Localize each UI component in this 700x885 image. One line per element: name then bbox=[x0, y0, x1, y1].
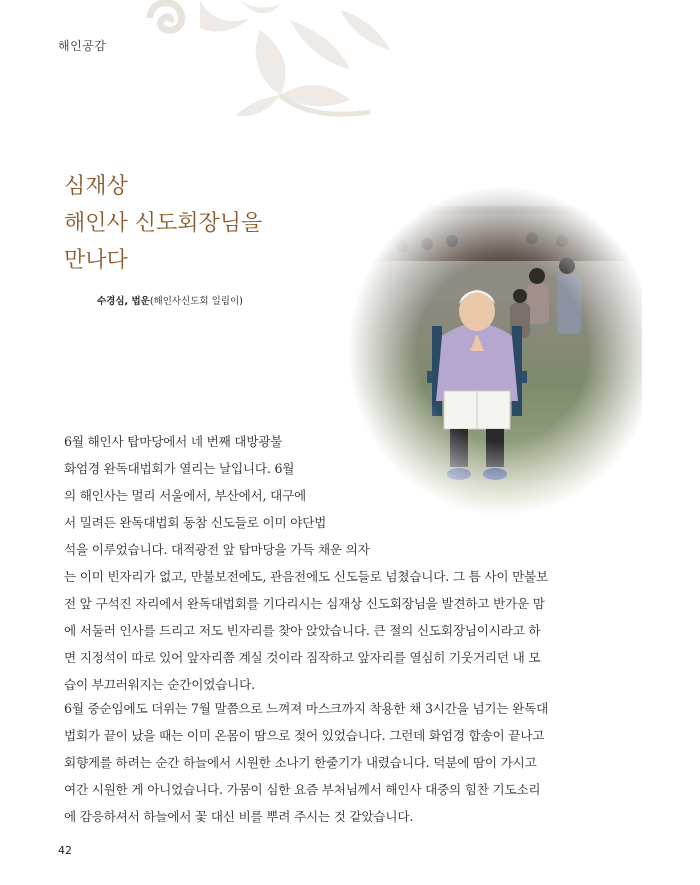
title-line-2: 해인사 신도회장님을 bbox=[64, 211, 263, 236]
byline bbox=[97, 293, 243, 307]
paragraph-2-line: 6월 중순임에도 더위는 7월 말쯤으로 느껴져 마스크까지 착용한 채 3시간을 넘기는 완독대 bbox=[64, 701, 549, 716]
paragraph-1-line: 서 밀려든 완독대법회 동참 신도들로 이미 야단법 bbox=[64, 515, 327, 530]
article-title bbox=[64, 168, 262, 279]
paragraph-2-line: 회향게를 하려는 순간 하늘에서 시원한 소나기 한줄기가 내렸습니다. 덕분에 땀이 가시고 bbox=[64, 755, 537, 770]
paragraph-2-line: 법회가 끝이 났을 때는 이미 온몸이 땀으로 젖어 있었습니다. 그런데 화엄경 합송이 끝나고 bbox=[64, 728, 545, 743]
title-line-1: 심재상 bbox=[64, 174, 128, 199]
paragraph-1 bbox=[64, 428, 548, 698]
paragraph-1-line: 습이 부끄러워지는 순간이었습니다. bbox=[64, 677, 255, 692]
paragraph-2 bbox=[64, 695, 548, 830]
paragraph-1-line: 석을 이루었습니다. 대적광전 앞 탑마당을 가득 채운 의자 bbox=[64, 542, 370, 557]
byline-affiliation: (해인사신도회 일림이) bbox=[149, 296, 243, 307]
paragraph-1-line: 에 서둘러 인사를 드리고 저도 빈자리를 찾아 앉았습니다. 큰 절의 신도회장님이시라고 하 bbox=[64, 623, 541, 638]
paragraph-1-line: 6월 해인사 탑마당에서 네 번째 대방광불 bbox=[64, 434, 283, 449]
lotus-ornament-icon bbox=[140, 0, 410, 120]
paragraph-1-line: 의 해인사는 멀리 서울에서, 부산에서, 대구에 bbox=[64, 488, 307, 503]
paragraph-1-line: 전 앞 구석진 자리에서 완독대법회를 기다리시는 심재상 신도회장님을 발견하고 반가운 맘 bbox=[64, 596, 545, 611]
page-number: 42 bbox=[58, 844, 72, 857]
paragraph-1-line: 면 지정석이 따로 있어 앞자리쯤 계실 것이라 짐작하고 앞자리를 열심히 기웃거리던 내 모 bbox=[64, 650, 541, 665]
paragraph-1-line: 는 이미 빈자리가 없고, 만불보전에도, 관음전에도 신도들로 넘쳤습니다. 그 틈 사이 만불보 bbox=[64, 569, 549, 584]
paragraph-2-line: 에 감응하셔서 하늘에서 꽃 대신 비를 뿌려 주시는 것 같았습니다. bbox=[64, 809, 414, 824]
paragraph-2-line: 여간 시원한 게 아니었습니다. 가뭄이 심한 요즘 부처님께서 해인사 대중의 힘찬 기도소리 bbox=[64, 782, 541, 797]
byline-author: 수경심, 법운 bbox=[97, 296, 150, 307]
title-line-3: 만나다 bbox=[64, 248, 128, 273]
paragraph-1-line: 화엄경 완독대법회가 열리는 날입니다. 6월 bbox=[64, 461, 295, 476]
section-label: 해인공감 bbox=[58, 39, 107, 53]
